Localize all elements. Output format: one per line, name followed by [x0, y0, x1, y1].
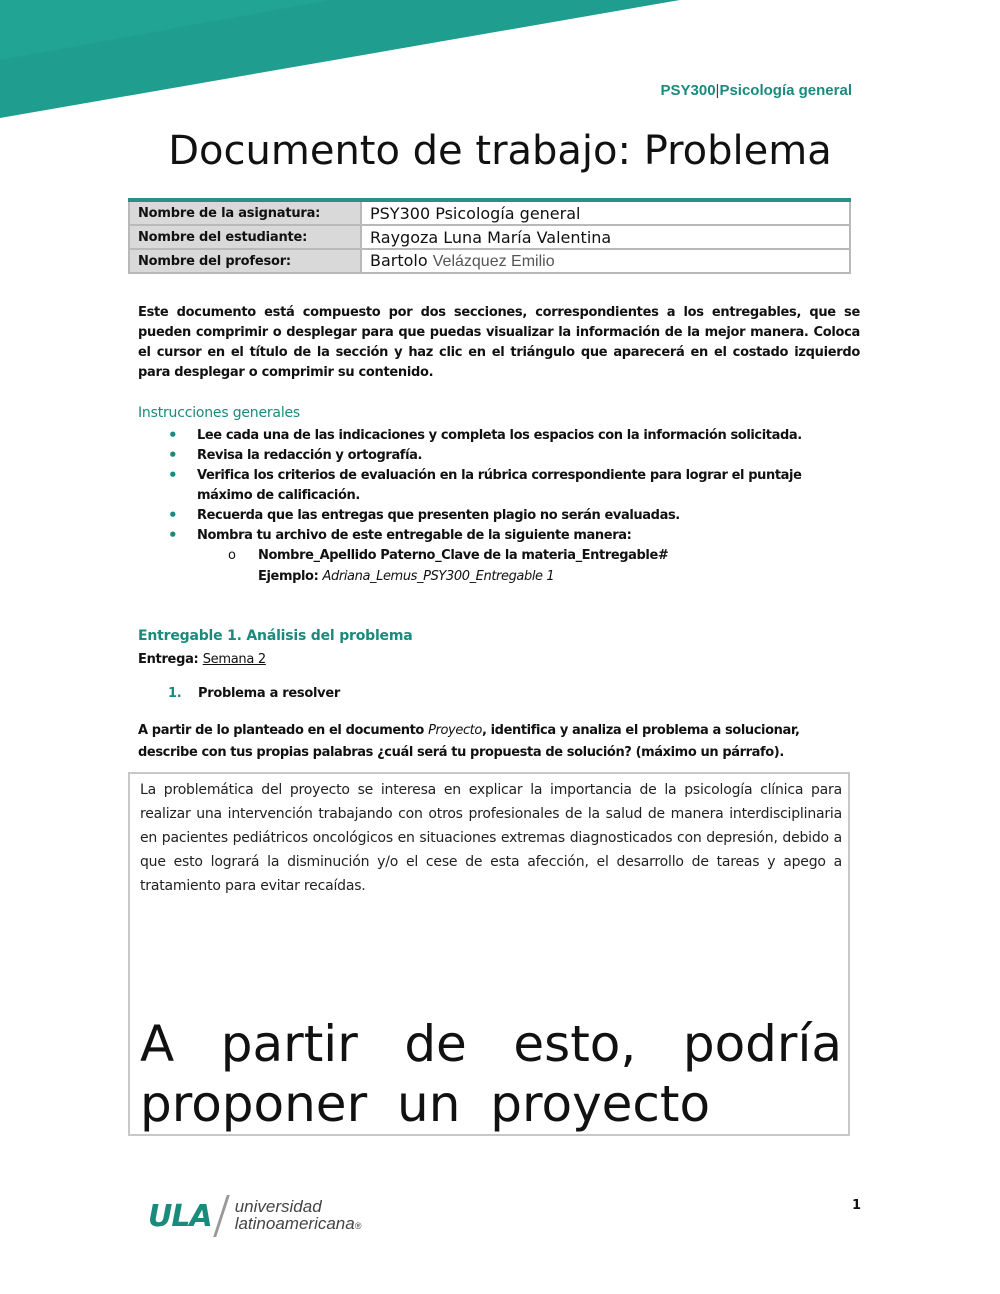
- instructions-heading[interactable]: Instrucciones generales: [138, 405, 301, 421]
- logo-line-1: universidad: [234, 1196, 322, 1216]
- date-label: Entrega:: [138, 652, 199, 667]
- answer-large-line-1[interactable]: A partir de esto, podría: [140, 1015, 842, 1073]
- table-row: [129, 225, 850, 249]
- subject-value[interactable]: PSY300 Psicología general: [361, 200, 850, 225]
- bullet-icon: •: [168, 446, 178, 464]
- document-title: Documento de trabajo: Problema: [168, 128, 832, 174]
- list-item: [168, 446, 858, 466]
- professor-label: Nombre del profesor:: [129, 249, 361, 273]
- table-row: [129, 249, 850, 273]
- list-item-text: Recuerda que las entregas que presenten plagio no serán evaluadas.: [197, 508, 680, 523]
- list-item: [168, 526, 858, 546]
- deliverable-date: [138, 652, 266, 667]
- intro-paragraph: Este documento está compuesto por dos secciones, correspondientes a los entregables, que se pueden comprimir o desplegar para que puedas visualizar la información de la mejor manera. Coloca el cursor en el título de la sección y haz clic en el triángulo que aparecerá en el costado izquierdo para desplegar o comprimir su contenido.: [138, 305, 860, 380]
- answer-box[interactable]: [128, 772, 850, 1136]
- list-item: [168, 506, 858, 526]
- item-label: Problema a resolver: [198, 686, 340, 701]
- professor-last-name: Velázquez Emilio: [432, 253, 555, 270]
- corner-decoration: [0, 0, 680, 120]
- file-name-example: [228, 566, 668, 587]
- instructions-list: [168, 426, 858, 546]
- file-name-format: [228, 545, 668, 587]
- header-course-code: PSY300: [660, 82, 716, 99]
- header-separator: |: [715, 82, 720, 99]
- list-item-text: Verifica los criterios de evaluación en la rúbrica correspondiente para lograr el puntaje máximo de calificación.: [197, 468, 802, 503]
- answer-text[interactable]: La problemática del proyecto se interesa en explicar la importancia de la psicología clínica para realizar una intervención trabajando con otros profesionales de la salud de manera interdisciplinaria en pacientes pediátricos oncológicos en situaciones extremas diagnosticados con depresión, debido a que esto logrará la disminución y/o el cese de esta afección, el desarrollo de tareas y apego a tratamiento para evitar recaídas.: [140, 782, 842, 894]
- university-logo: [148, 1194, 361, 1238]
- bullet-icon: •: [168, 526, 178, 544]
- bullet-icon: •: [168, 506, 178, 524]
- student-value[interactable]: Raygoza Luna María Valentina: [361, 225, 850, 249]
- deliverable-heading[interactable]: Entregable 1. Análisis del problema: [138, 628, 413, 644]
- item-number: 1.: [168, 686, 182, 701]
- info-table: [128, 198, 851, 274]
- logo-divider: [213, 1195, 230, 1237]
- list-item: [168, 426, 858, 446]
- bullet-icon: •: [168, 426, 178, 444]
- page-number: 1: [852, 1198, 862, 1213]
- prompt-italic: Proyecto: [428, 723, 482, 738]
- list-item-text: Nombra tu archivo de este entregable de la siguiente manera:: [197, 528, 632, 543]
- answer-large-line-2[interactable]: proponer un proyecto: [140, 1075, 711, 1133]
- sub-bullet-icon: o: [228, 548, 236, 563]
- question-prompt: [138, 720, 860, 764]
- header-course-name: Psicología general: [719, 82, 852, 99]
- prompt-text-rest: , identifica y analiza el problema a solucionar, describe con tus propias palabras ¿cuál será tu propuesta de solución? (máximo un párrafo).: [138, 723, 800, 760]
- professor-value[interactable]: [361, 249, 850, 273]
- logo-mark: ULA: [148, 1198, 212, 1234]
- prompt-text: A partir de lo planteado en el documento: [138, 723, 424, 738]
- list-item: [168, 466, 858, 506]
- table-row: [129, 200, 850, 225]
- list-item-text: Lee cada una de las indicaciones y completa los espacios con la información solicitada.: [197, 428, 802, 443]
- header-course: [661, 82, 853, 99]
- list-item-text: Revisa la redacción y ortografía.: [197, 448, 423, 463]
- date-value: Semana 2: [202, 652, 266, 667]
- logo-line-2: latinoamericana: [234, 1213, 355, 1233]
- bullet-icon: •: [168, 466, 178, 484]
- professor-first-name: Bartolo: [370, 251, 428, 270]
- subject-label: Nombre de la asignatura:: [129, 200, 361, 225]
- example-label: Ejemplo:: [258, 569, 319, 584]
- student-label: Nombre del estudiante:: [129, 225, 361, 249]
- logo-name: [235, 1198, 362, 1235]
- registered-mark: ®: [354, 1220, 362, 1231]
- example-value: Adriana_Lemus_PSY300_Entregable 1: [322, 569, 555, 584]
- file-name-pattern: Nombre_Apellido Paterno_Clave de la materia_Entregable#: [258, 548, 669, 563]
- numbered-item: [168, 686, 340, 701]
